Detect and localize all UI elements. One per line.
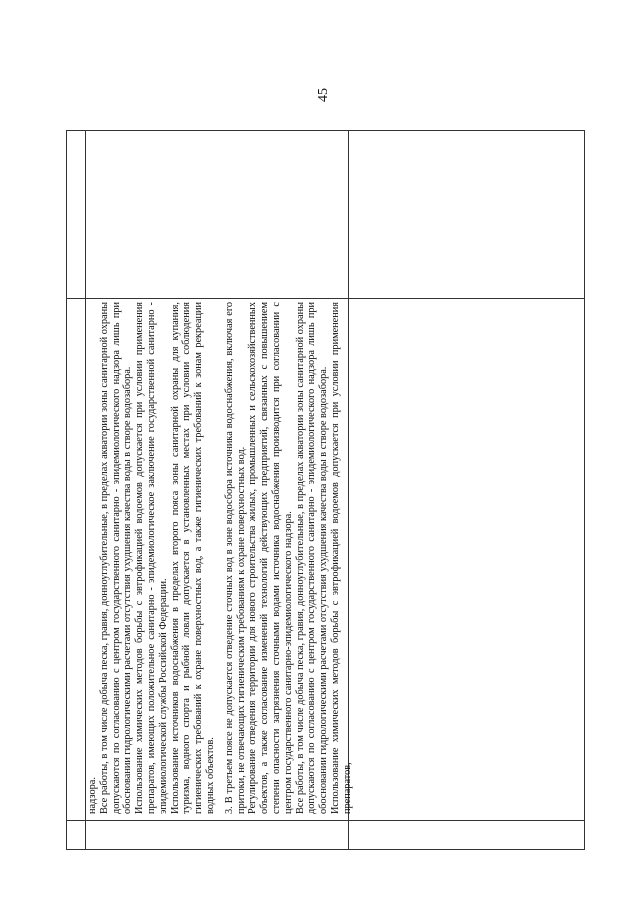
page-number: 45 xyxy=(316,88,331,102)
paragraph: Все работы, в том числе добыча песка, гравия, донноуглубительные, в пределах акватории зоны санитарной охраны допускаются по согласованию с центром государственного санитарно - эпидемиологического надзора лишь при обосновании гидрологическими расчетами отсутствия ухудшения качества воды в створе водозабора. xyxy=(98,302,133,814)
paragraph: 3. В третьем поясе не допускается отведение сточных вод в зоне водосбора источника водоснабжения, включая его притоки, не отвечающих гигиеническим требованиям к охране поверхностных вод. xyxy=(223,302,247,814)
rotated-text-block xyxy=(86,302,353,814)
paragraph: Все работы, в том числе добыча песка, гравия, донноуглубительные, в пределах акватории зоны санитарной охраны допускаются по согласованию с центром государственного санитарно - эпидемиологического надзора лишь при обосновании гидрологическими расчетами отсутствия ухудшения качества воды в створе водозабора. xyxy=(294,302,329,814)
paragraph: Использование химических методов борьбы с эвтрофикацией водоемов допускается при условии применения препаратов, имеющих положительное санитарно - эпидемиологическое заключение государственной санитарно - эпидемиологической службы Российской Федерации. xyxy=(133,302,169,814)
paragraph: Регулирование отведения территории для нового строительства жилых, промышленных и сельскохозяйственных объектов, а также согласование изменений технологий действующих предприятий, связанных с повышением степени опасности загрязнения сточными водами источника водоснабжения производится при согласовании с центром государственного санитарно-эпидемиологического надзора. xyxy=(246,302,294,814)
paragraph: Использование химических методов борьбы с эвтрофикацией водоемов допускается при условии применения препаратов, xyxy=(329,302,353,814)
table-row-divider-bottom xyxy=(67,820,584,821)
table-cell-text xyxy=(84,297,353,819)
paragraph: надзора. xyxy=(86,777,98,814)
paragraph: Использование источников водоснабжения в пределах второго пояса зоны санитарной охраны для купания, туризма, водного спорта и рыбной ловли допускается в установленных местах при условии соблюдения гигиенических требований к охране поверхностных вод, а также гигиенических требований к зонам рекреации водных объектов. xyxy=(169,302,216,814)
